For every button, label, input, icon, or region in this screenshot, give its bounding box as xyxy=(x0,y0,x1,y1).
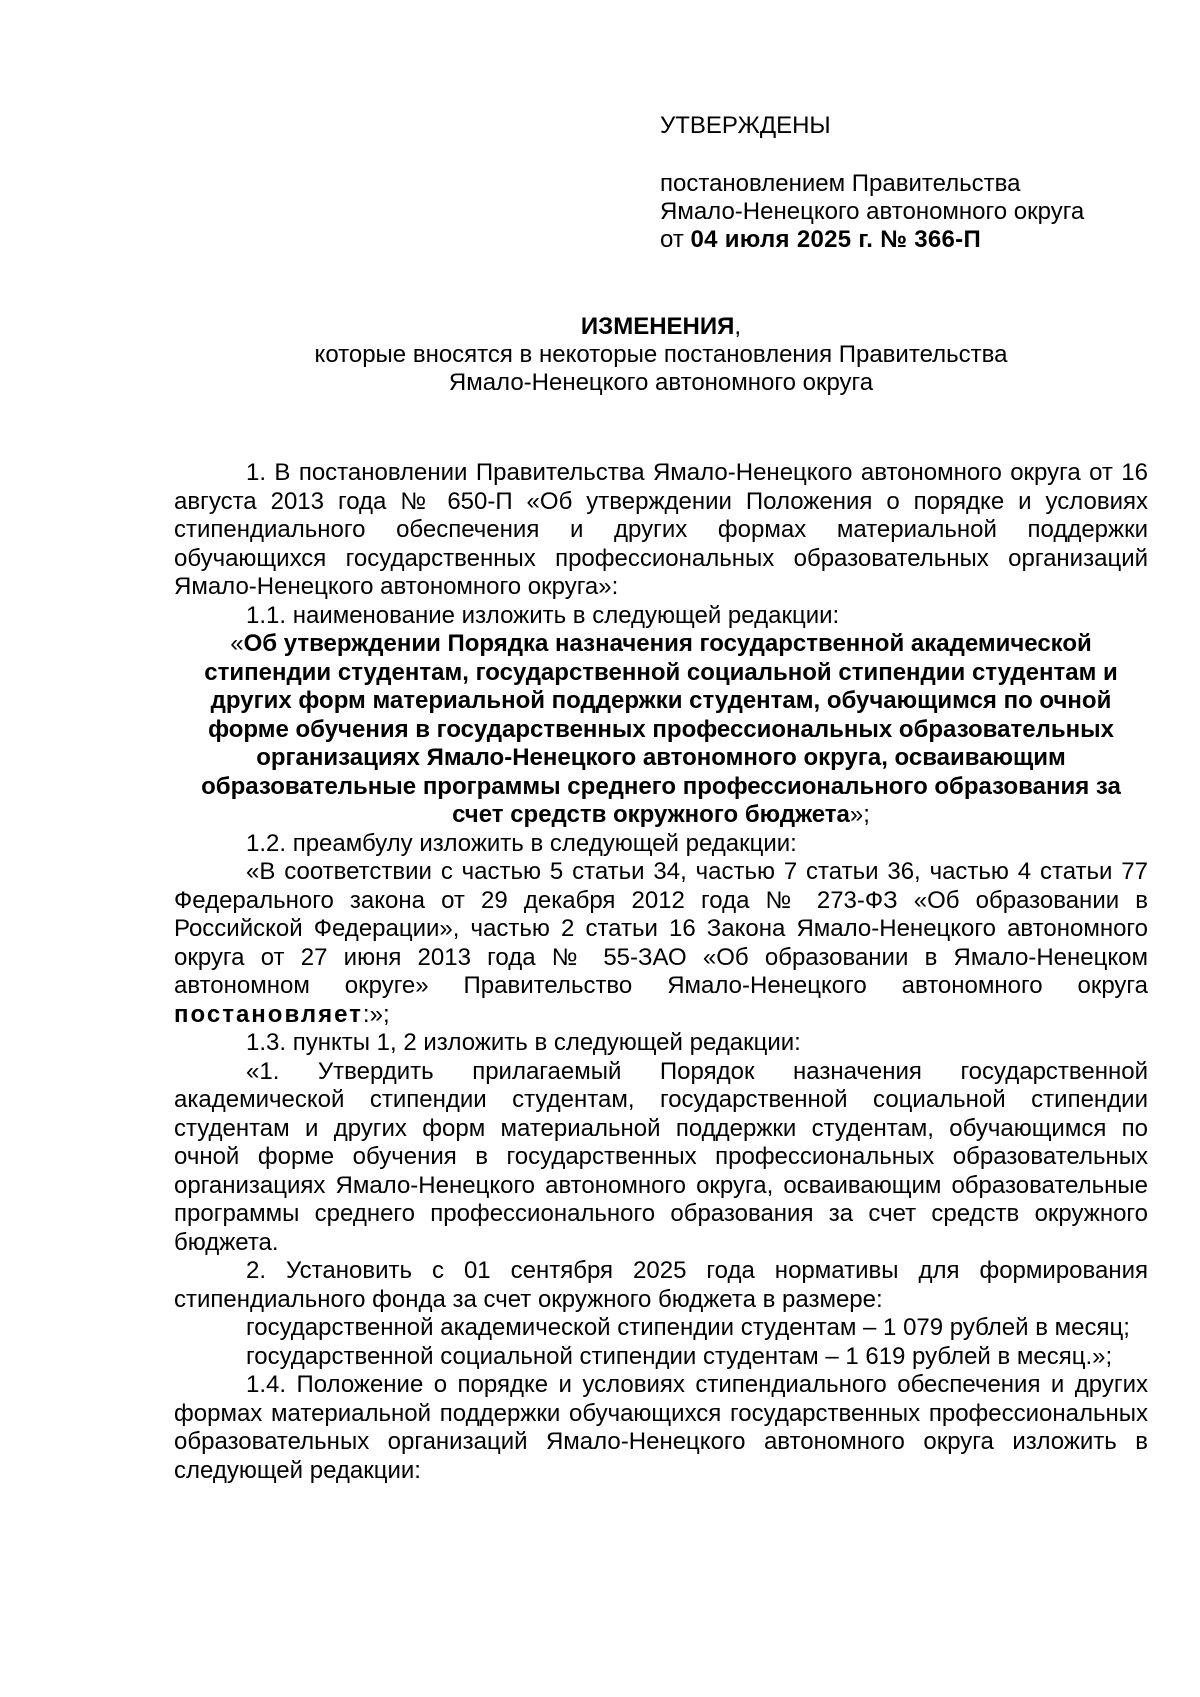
approval-line-1: постановлением Правительства xyxy=(660,170,1021,197)
paragraph-1-1: 1.1. наименование изложить в следующей редакции: xyxy=(246,601,840,629)
approved-label: УТВЕРЖДЕНЫ xyxy=(660,112,831,139)
title-heading: ИЗМЕНЕНИЯ xyxy=(580,313,735,340)
title-subtitle-1: которые вносятся в некоторые постановления Правительства xyxy=(314,341,1008,368)
approval-date-line xyxy=(660,226,1160,254)
approval-block xyxy=(660,112,1160,254)
preamble-end: :»; xyxy=(362,1000,390,1028)
new-title-quote xyxy=(174,630,1148,830)
paragraph-1-2: 1.2. преамбулу изложить в следующей редакции: xyxy=(246,829,797,857)
title-subtitle-2: Ямало-Ненецкого автономного округа xyxy=(448,369,874,396)
item-1-paragraph: «1. Утвердить прилагаемый Порядок назначения государственной академической стипендии студентам, государственной социальной стипендии студентам и других форм материальной поддержки студентам, обучающимся по очной форме обучения в государственных профессиональных образовательных организациях Ямало-Ненецкого автономного округа, осваивающим образовательные программы среднего профессионального образования за счет средств окружного бюджета. xyxy=(174,1057,1148,1256)
preamble-bold-word: постановляет xyxy=(174,1000,363,1028)
quote-close: »; xyxy=(849,801,870,828)
paragraph-1-3: 1.3. пункты 1, 2 изложить в следующей редакции: xyxy=(246,1029,801,1056)
approval-line-2: Ямало-Ненецкого автономного округа xyxy=(660,198,1085,225)
paragraph-1-4: 1.4. Положение о порядке и условиях стипендиального обеспечения и других формах материальной поддержки обучающихся государственных профессиональных образовательных организаций Ямало-Ненецкого автономного округа изложить в следующей редакции: xyxy=(174,1371,1148,1484)
document-title xyxy=(174,313,1148,397)
title-heading-suffix: , xyxy=(734,313,742,340)
new-title-text: Об утверждении Порядка назначения государственной академической стипендии студентам, государственной социальной стипендии студентам и других форм материальной поддержки студентам, обучающимся по очной форме обучения в государственных профессиональных образовательных организациях Ямало-Ненецкого автономного округа, осваивающим образовательные программы среднего профессионального образования за счет средств окружного бюджета xyxy=(201,630,1121,828)
norm-academic-paragraph: государственной академической стипендии студентам – 1 079 рублей в месяц; xyxy=(246,1314,1130,1341)
date-prefix: от xyxy=(660,226,684,253)
document-body xyxy=(174,459,1148,1485)
date-value: 04 июля 2025 г. № 366-П xyxy=(690,226,982,253)
preamble-paragraph xyxy=(174,858,1148,1029)
quote-open: « xyxy=(230,630,244,657)
norm-social-paragraph: государственной социальной стипендии студентам – 1 619 рублей в месяц.»; xyxy=(246,1342,1113,1370)
preamble-text: «В соответствии с частью 5 статьи 34, частью 7 статьи 36, частью 4 статьи 77 Федерального закона от 29 декабря 2012 года № 273-ФЗ «Об образовании в Российской Федерации», частью 2 статьи 16 Закона Ямало-Ненецкого автономного округа от 27 июня 2013 года № 55-ЗАО «Об образовании в Ямало-Ненецком автономном округе» Правительство Ямало-Ненецкого автономного округа xyxy=(174,858,1148,999)
item-2-paragraph: 2. Установить с 01 сентября 2025 года нормативы для формирования стипендиального фонда за счет окружного бюджета в размере: xyxy=(174,1257,1148,1313)
paragraph-1: 1. В постановлении Правительства Ямало-Ненецкого автономного округа от 16 августа 2013 года № 650-П «Об утверждении Положения о порядке и условиях стипендиального обеспечения и других формах материальной поддержки обучающихся государственных профессиональных образовательных организаций Ямало-Ненецкого автономного округа»: xyxy=(174,459,1148,600)
title-heading-line xyxy=(174,313,1148,341)
